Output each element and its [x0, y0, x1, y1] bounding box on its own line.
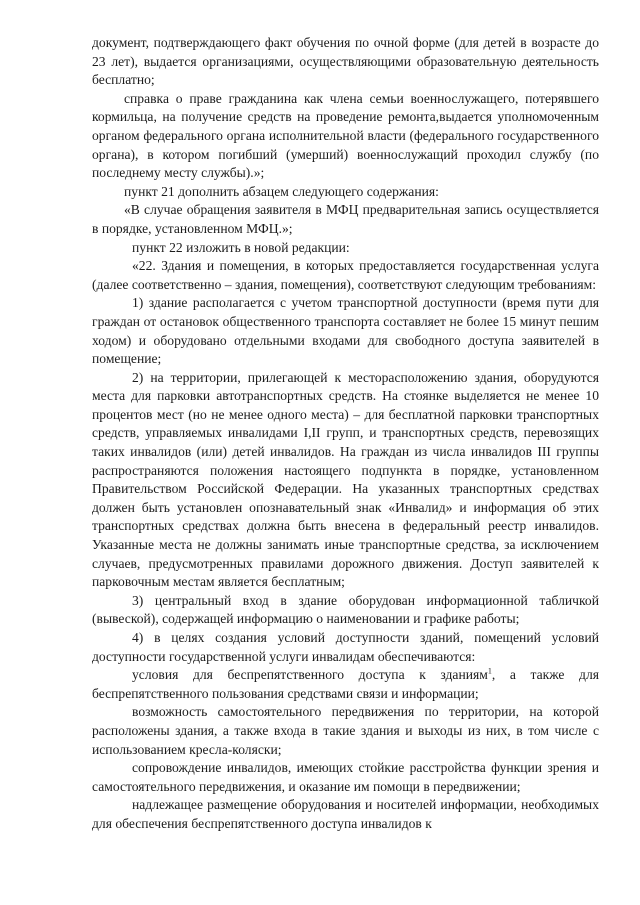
paragraph-continuation: документ, подтверждающего факт обучения по очной форме (для детей в возрасте до 23 лет), выдается организациями, осуществляющими образовательную деятельность бесплатно; [92, 35, 599, 88]
paragraph-movement: возможность самостоятельного передвижения по территории, на которой расположены здания, а также входа в такие здания и выходы из них, в том числе с использованием кресла-коляски; [92, 704, 599, 757]
access-conditions-text-b: , а также для беспрепятственного пользования средствами связи и информации; [92, 667, 599, 701]
document-body [92, 34, 599, 834]
paragraph-subitem-2: 2) на территории, прилегающей к месторасположению здания, оборудуются места для парковки автотранспортных средств. На стоянке выделяется не менее 10 процентов мест (но не менее одного места) – для бесплатной парковки транспортных средств, управляемых инвалидами I,II групп, и транспортных средств, перевозящих таких инвалидов (или) детей инвалидов. На граждан из числа инвалидов III группы распространяются положения настоящего подпункта в порядке, установленном Правительством Российской Федерации. На указанных транспортных средствах должен быть установлен опознавательный знак «Инвалид» и информация об этих транспортных средствах должна быть внесена в федеральный реестр инвалидов. Указанные места не должны занимать иные транспортные средства, за исключением случаев, предусмотренных правилами дорожного движения. Доступ заявителей к парковочным местам является бесплатным; [92, 369, 599, 590]
paragraph-item-22-intro: пункт 22 изложить в новой редакции: [132, 239, 350, 255]
paragraph-certificate: справка о праве гражданина как члена семьи военнослужащего, потерявшего кормильца, на получение средств на проведение ремонта,выдается уполномоченным органом федерального органа исполнительной власти (федерального государственного органа), в котором погибший (умерший) военнослужащий проходил службу (по последнему месту службы).»; [92, 90, 599, 181]
paragraph-item-22-text: «22. Здания и помещения, в которых предоставляется государственная услуга (далее соответственно – здания, помещения), соответствуют следующим требованиям: [92, 258, 599, 292]
access-conditions-text-a: условия для беспрепятственного доступа к зданиям [132, 667, 488, 683]
paragraph-subitem-3: 3) центральный вход в здание оборудован информационной табличкой (вывеской), содержащей информацию о наименовании и графике работы; [92, 592, 599, 627]
paragraph-item-21-text: «В случае обращения заявителя в МФЦ предварительная запись осуществляется в порядке, установленном МФЦ.»; [92, 202, 599, 236]
paragraph-subitem-4: 4) в целях создания условий доступности зданий, помещений условий доступности государственной услуги инвалидам обеспечиваются: [92, 630, 599, 664]
footnote-marker: 1 [487, 666, 492, 676]
paragraph-item-21-intro: пункт 21 дополнить абзацем следующего содержания: [124, 183, 439, 199]
paragraph-subitem-1: 1) здание располагается с учетом транспортной доступности (время пути для граждан от остановок общественного транспорта составляет не более 15 минут пешим ходом) и оборудовано отдельными входами для свободного доступа заявителей в помещение; [92, 295, 599, 367]
paragraph-equipment: надлежащее размещение оборудования и носителей информации, необходимых для обеспечения беспрепятственного доступа инвалидов к [92, 797, 599, 831]
paragraph-access-conditions [92, 666, 599, 703]
paragraph-escort: сопровождение инвалидов, имеющих стойкие расстройства функции зрения и самостоятельного передвижения, и оказание им помощи в передвижении; [92, 760, 599, 794]
